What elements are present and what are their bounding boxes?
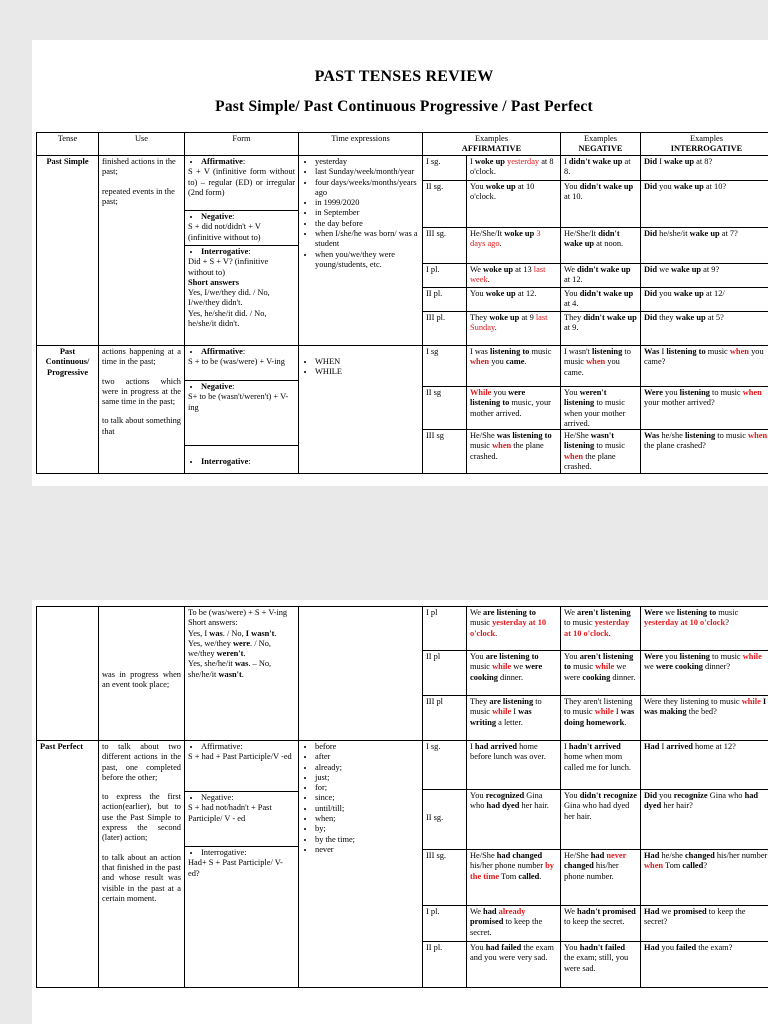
form-past-continuous-cont: [185, 607, 299, 741]
example-interrogative: Did they wake up at 5?: [641, 312, 768, 346]
example-interrogative: Had I arrived home at 12?: [641, 741, 768, 790]
example-affirmative: We woke up at 13 last week.: [467, 264, 561, 288]
use-item: actions happening at a time in the past;: [102, 347, 181, 367]
table-row: [37, 156, 768, 181]
example-affirmative: They woke up at 9 last Sunday.: [467, 312, 561, 346]
header-row: [37, 133, 768, 156]
time-expression: • already;: [315, 763, 419, 773]
table-row: [37, 741, 768, 790]
example-affirmative: You woke up at 10 o'clock.: [467, 181, 561, 228]
form-negative-text: S+ to be (wasn't/weren't) + V-ing: [188, 392, 289, 412]
example-negative: He/She wasn't listening to music when the plane crashed.: [561, 430, 641, 474]
example-interrogative: Did you wake up at 10?: [641, 181, 768, 228]
header-tense: Tense: [37, 133, 99, 156]
form-interrogative-text: Had+ S + Past Participle/ V- ed?: [188, 858, 283, 878]
time-expression: • when I/she/he was born/ was a student: [315, 229, 419, 250]
person-label: I pl.: [423, 906, 467, 942]
use-item: two actions which were in progress at the same time in the past;: [102, 376, 181, 407]
interrogative-label: Interrogative: [201, 457, 249, 466]
tense-past-continuous-cont: [37, 607, 99, 741]
person-label: III sg.: [423, 228, 467, 264]
tenses-table: [36, 132, 768, 474]
example-affirmative: You are listening to music while we were cooking dinner.: [467, 651, 561, 696]
example-affirmative: While you were listening to music, your mother arrived.: [467, 387, 561, 430]
example-affirmative: You woke up at 12.: [467, 288, 561, 312]
example-interrogative: Were you listening to music while we were cooking dinner?: [641, 651, 768, 696]
negative-label: • Negative:: [201, 793, 295, 803]
example-negative: I didn't wake up at 8.: [561, 156, 641, 181]
use-item: to express the first action(earlier), but to use the Past Simple to express the second (later) action;: [102, 792, 181, 843]
form-negative-text: S + had not/hadn't + Past Participle/ V - ed: [188, 803, 272, 823]
header-examples-label: Examples: [583, 134, 618, 143]
example-negative: I hadn't arrived home when mom called me for lunch.: [561, 741, 641, 790]
example-affirmative: I woke up yesterday at 8 o'clock.: [467, 156, 561, 181]
time-past-perfect: [299, 741, 423, 988]
form-past-continuous: • Affirmative: S + to be (was/were) + V-ing • Negative: S+ to be (wasn't/weren't) + V-ing • Interrogative:: [185, 346, 299, 474]
example-negative: He/She had never changed his/her phone number.: [561, 850, 641, 906]
example-affirmative: He/She was listening to music when the plane crashed.: [467, 430, 561, 474]
page-title: PAST TENSES REVIEW: [314, 68, 494, 85]
time-expression: • four days/weeks/months/years ago: [315, 178, 419, 199]
person-label: III sg.: [423, 850, 467, 906]
example-affirmative: We are listening to music yesterday at 10 o'clock.: [467, 607, 561, 651]
time-expression: • when;: [315, 814, 419, 824]
interrogative-label: Interrogative: [201, 247, 249, 256]
form-past-perfect: [185, 741, 299, 988]
person-label: III pl.: [423, 312, 467, 346]
header-examples-affirmative: [423, 133, 561, 156]
use-past-simple: [99, 156, 185, 346]
time-expression: • never: [315, 845, 419, 855]
example-interrogative: Were we listening to music yesterday at 10 o'clock?: [641, 607, 768, 651]
short-answer: Yes, he/she/it did. / No, he/she/it didn't.: [188, 308, 267, 329]
example-affirmative: You recognized Gina who had dyed her hair.: [467, 790, 561, 850]
use-past-continuous: [99, 346, 185, 474]
header-affirmative-label: AFFIRMATIVE: [461, 144, 522, 154]
person-label: III sg: [423, 430, 467, 474]
example-affirmative: He/She had changed his/her phone number by the time Tom called.: [467, 850, 561, 906]
example-interrogative: Was I listening to music when you came?: [641, 346, 768, 387]
header-examples-interrogative: [641, 133, 768, 156]
example-negative: You weren't listening to music when your mother arrived.: [561, 387, 641, 430]
table-row: [37, 607, 768, 651]
person-label: II sg.: [423, 181, 467, 228]
table-row: [37, 346, 768, 387]
form-interrogative-text: To be (was/were) + S + V-ing: [188, 608, 288, 617]
example-interrogative: Did he/she/it wake up at 7?: [641, 228, 768, 264]
example-interrogative: Had we promised to keep the secret?: [641, 906, 768, 942]
use-item: repeated events in the past;: [102, 186, 175, 206]
example-negative: They didn't wake up at 9.: [561, 312, 641, 346]
use-item: finished actions in the past;: [102, 157, 176, 177]
example-interrogative: Had he/she changed his/her number when Tom called?: [641, 850, 768, 906]
time-expression: • before: [315, 742, 419, 752]
time-expression: • in 1999/2020: [315, 198, 419, 208]
form-affirmative-text: S + had + Past Participle/V -ed: [188, 752, 292, 762]
use-item: was in progress when an event took place;: [102, 670, 181, 690]
person-label: I pl: [423, 607, 467, 651]
use-past-continuous-cont: [99, 607, 185, 741]
time-expression: • for;: [315, 783, 419, 793]
header-time-expressions: Time expressions: [299, 133, 423, 156]
use-item: to talk about something that: [102, 416, 181, 436]
time-past-continuous: [299, 346, 423, 474]
header-negative-label: NEGATIVE: [578, 144, 623, 154]
time-past-continuous-cont: [299, 607, 423, 741]
example-negative: They aren't listening to music while I was doing homework.: [561, 696, 641, 741]
time-expression: • after: [315, 752, 419, 762]
example-negative: You didn't recognize Gina who had dyed her hair.: [561, 790, 641, 850]
person-label: II pl: [423, 651, 467, 696]
person-label: I pl.: [423, 264, 467, 288]
person-label: I sg: [423, 346, 467, 387]
time-expression: • since;: [315, 793, 419, 803]
example-negative: We hadn't promised to keep the secret.: [561, 906, 641, 942]
document-page-2: [32, 600, 768, 1024]
example-interrogative: Had you failed the exam?: [641, 942, 768, 988]
interrogative-label: • Interrogative:: [201, 848, 295, 858]
example-negative: He/She/It didn't wake up at noon.: [561, 228, 641, 264]
time-expression: • in September: [315, 208, 419, 218]
example-affirmative: You had failed the exam and you were very sad.: [467, 942, 561, 988]
person-label: I sg.: [423, 156, 467, 181]
document-page-1: [32, 40, 768, 486]
form-interrogative-text: Did + S + V? (infinitive without to): [188, 257, 269, 277]
example-interrogative: Did I wake up at 8?: [641, 156, 768, 181]
header-interrogative-label: INTERROGATIVE: [670, 144, 743, 154]
short-answer: Yes, she/he/it was. – No, she/he/it wasn't.: [188, 659, 272, 679]
person-label: II pl.: [423, 942, 467, 988]
example-negative: You aren't listening to music while we were cooking dinner.: [561, 651, 641, 696]
affirmative-label: Affirmative: [201, 347, 243, 356]
affirmative-label: • Affirmative:: [201, 742, 295, 752]
example-affirmative: I had arrived home before lunch was over.: [467, 741, 561, 790]
time-expression: • by the time;: [315, 835, 419, 845]
header-examples-label: Examples: [474, 134, 509, 143]
short-answers-label: Short answers: [188, 277, 239, 287]
tenses-table-continued: [36, 606, 768, 988]
header-examples-negative: [561, 133, 641, 156]
example-interrogative: Was he/she listening to music when the plane crashed?: [641, 430, 768, 474]
example-negative: I wasn't listening to music when you came.: [561, 346, 641, 387]
time-expression: • WHILE: [315, 367, 419, 377]
header-use: Use: [99, 133, 185, 156]
short-answers-label: Short answers:: [188, 618, 238, 628]
example-negative: You didn't wake up at 10.: [561, 181, 641, 228]
time-expression: • until/till;: [315, 804, 419, 814]
example-negative: You hadn't failed the exam; still, you were sad.: [561, 942, 641, 988]
person-label: II sg: [423, 387, 467, 430]
person-label: III pl: [423, 696, 467, 741]
example-negative: We didn't wake up at 12.: [561, 264, 641, 288]
time-expression: • the day before: [315, 219, 419, 229]
example-interrogative: Were they listening to music while I was making the bed?: [641, 696, 768, 741]
example-affirmative: They are listening to music while I was writing a letter.: [467, 696, 561, 741]
person-label: II sg.: [423, 790, 467, 850]
use-past-perfect: [99, 741, 185, 988]
form-past-simple: • Affirmative: S + V (infinitive form without to) – regular (ED) or irregular (2nd form) • Negative: S + did not/didn't + V (infinitive without to) • Interrogative: Did + S + V? (infinitive without to) Short answers Yes, I/we/they did. / No, I/we/they didn't. Yes, he/she/it did. / No, he/she/it didn't.: [185, 156, 299, 346]
example-interrogative: Did you wake up at 12/: [641, 288, 768, 312]
time-expression: • by;: [315, 824, 419, 834]
tense-past-continuous: Past Continuous/ Progressive: [37, 346, 99, 474]
tense-past-simple: Past Simple: [37, 156, 99, 346]
use-item: to talk about two different actions in the past, one completed before the other;: [102, 742, 181, 782]
example-interrogative: Did you recognize Gina who had dyed her hair?: [641, 790, 768, 850]
example-affirmative: He/She/It woke up 3 days ago.: [467, 228, 561, 264]
time-expression: • WHEN: [315, 357, 419, 367]
page-subtitle: Past Simple/ Past Continuous Progressive / Past Perfect: [215, 98, 593, 115]
affirmative-label: Affirmative: [201, 157, 243, 166]
form-negative-text: S + did not/didn't + V (infinitive without to): [188, 222, 261, 242]
header-examples-label: Examples: [689, 134, 724, 143]
example-negative: You didn't wake up at 4.: [561, 288, 641, 312]
tense-past-perfect: Past Perfect: [37, 741, 99, 988]
time-expression: • last Sunday/week/month/year: [315, 167, 419, 177]
short-answer: Yes, I/we/they did. / No, I/we/they didn't.: [188, 288, 270, 308]
negative-label: Negative: [201, 382, 233, 391]
form-affirmative-text: S + to be (was/were) + V-ing: [188, 357, 285, 367]
example-affirmative: I was listening to music when you came.: [467, 346, 561, 387]
form-affirmative-text: S + V (infinitive form without to) – regular (ED) or irregular (2nd form): [188, 167, 295, 197]
person-label: I sg.: [423, 741, 467, 790]
short-answer: Yes, we/they were. / No, we/they weren't.: [188, 638, 271, 659]
short-answer: Yes, I was. / No, I wasn't.: [188, 628, 277, 638]
example-interrogative: Did we wake up at 9?: [641, 264, 768, 288]
example-affirmative: We had already promised to keep the secret.: [467, 906, 561, 942]
person-label: II pl.: [423, 288, 467, 312]
time-expression: • when you/we/they were young/students, etc.: [315, 250, 419, 271]
header-form: Form: [185, 133, 299, 156]
example-negative: We aren't listening to music yesterday at 10 o'clock.: [561, 607, 641, 651]
negative-label: Negative: [201, 212, 233, 221]
time-expression: • just;: [315, 773, 419, 783]
time-expression: • yesterday: [315, 157, 419, 167]
use-item: to talk about an action that finished in the past and whose result was visible in the past at a certain moment.: [102, 852, 181, 903]
example-interrogative: Were you listening to music when your mother arrived?: [641, 387, 768, 430]
time-past-simple: [299, 156, 423, 346]
